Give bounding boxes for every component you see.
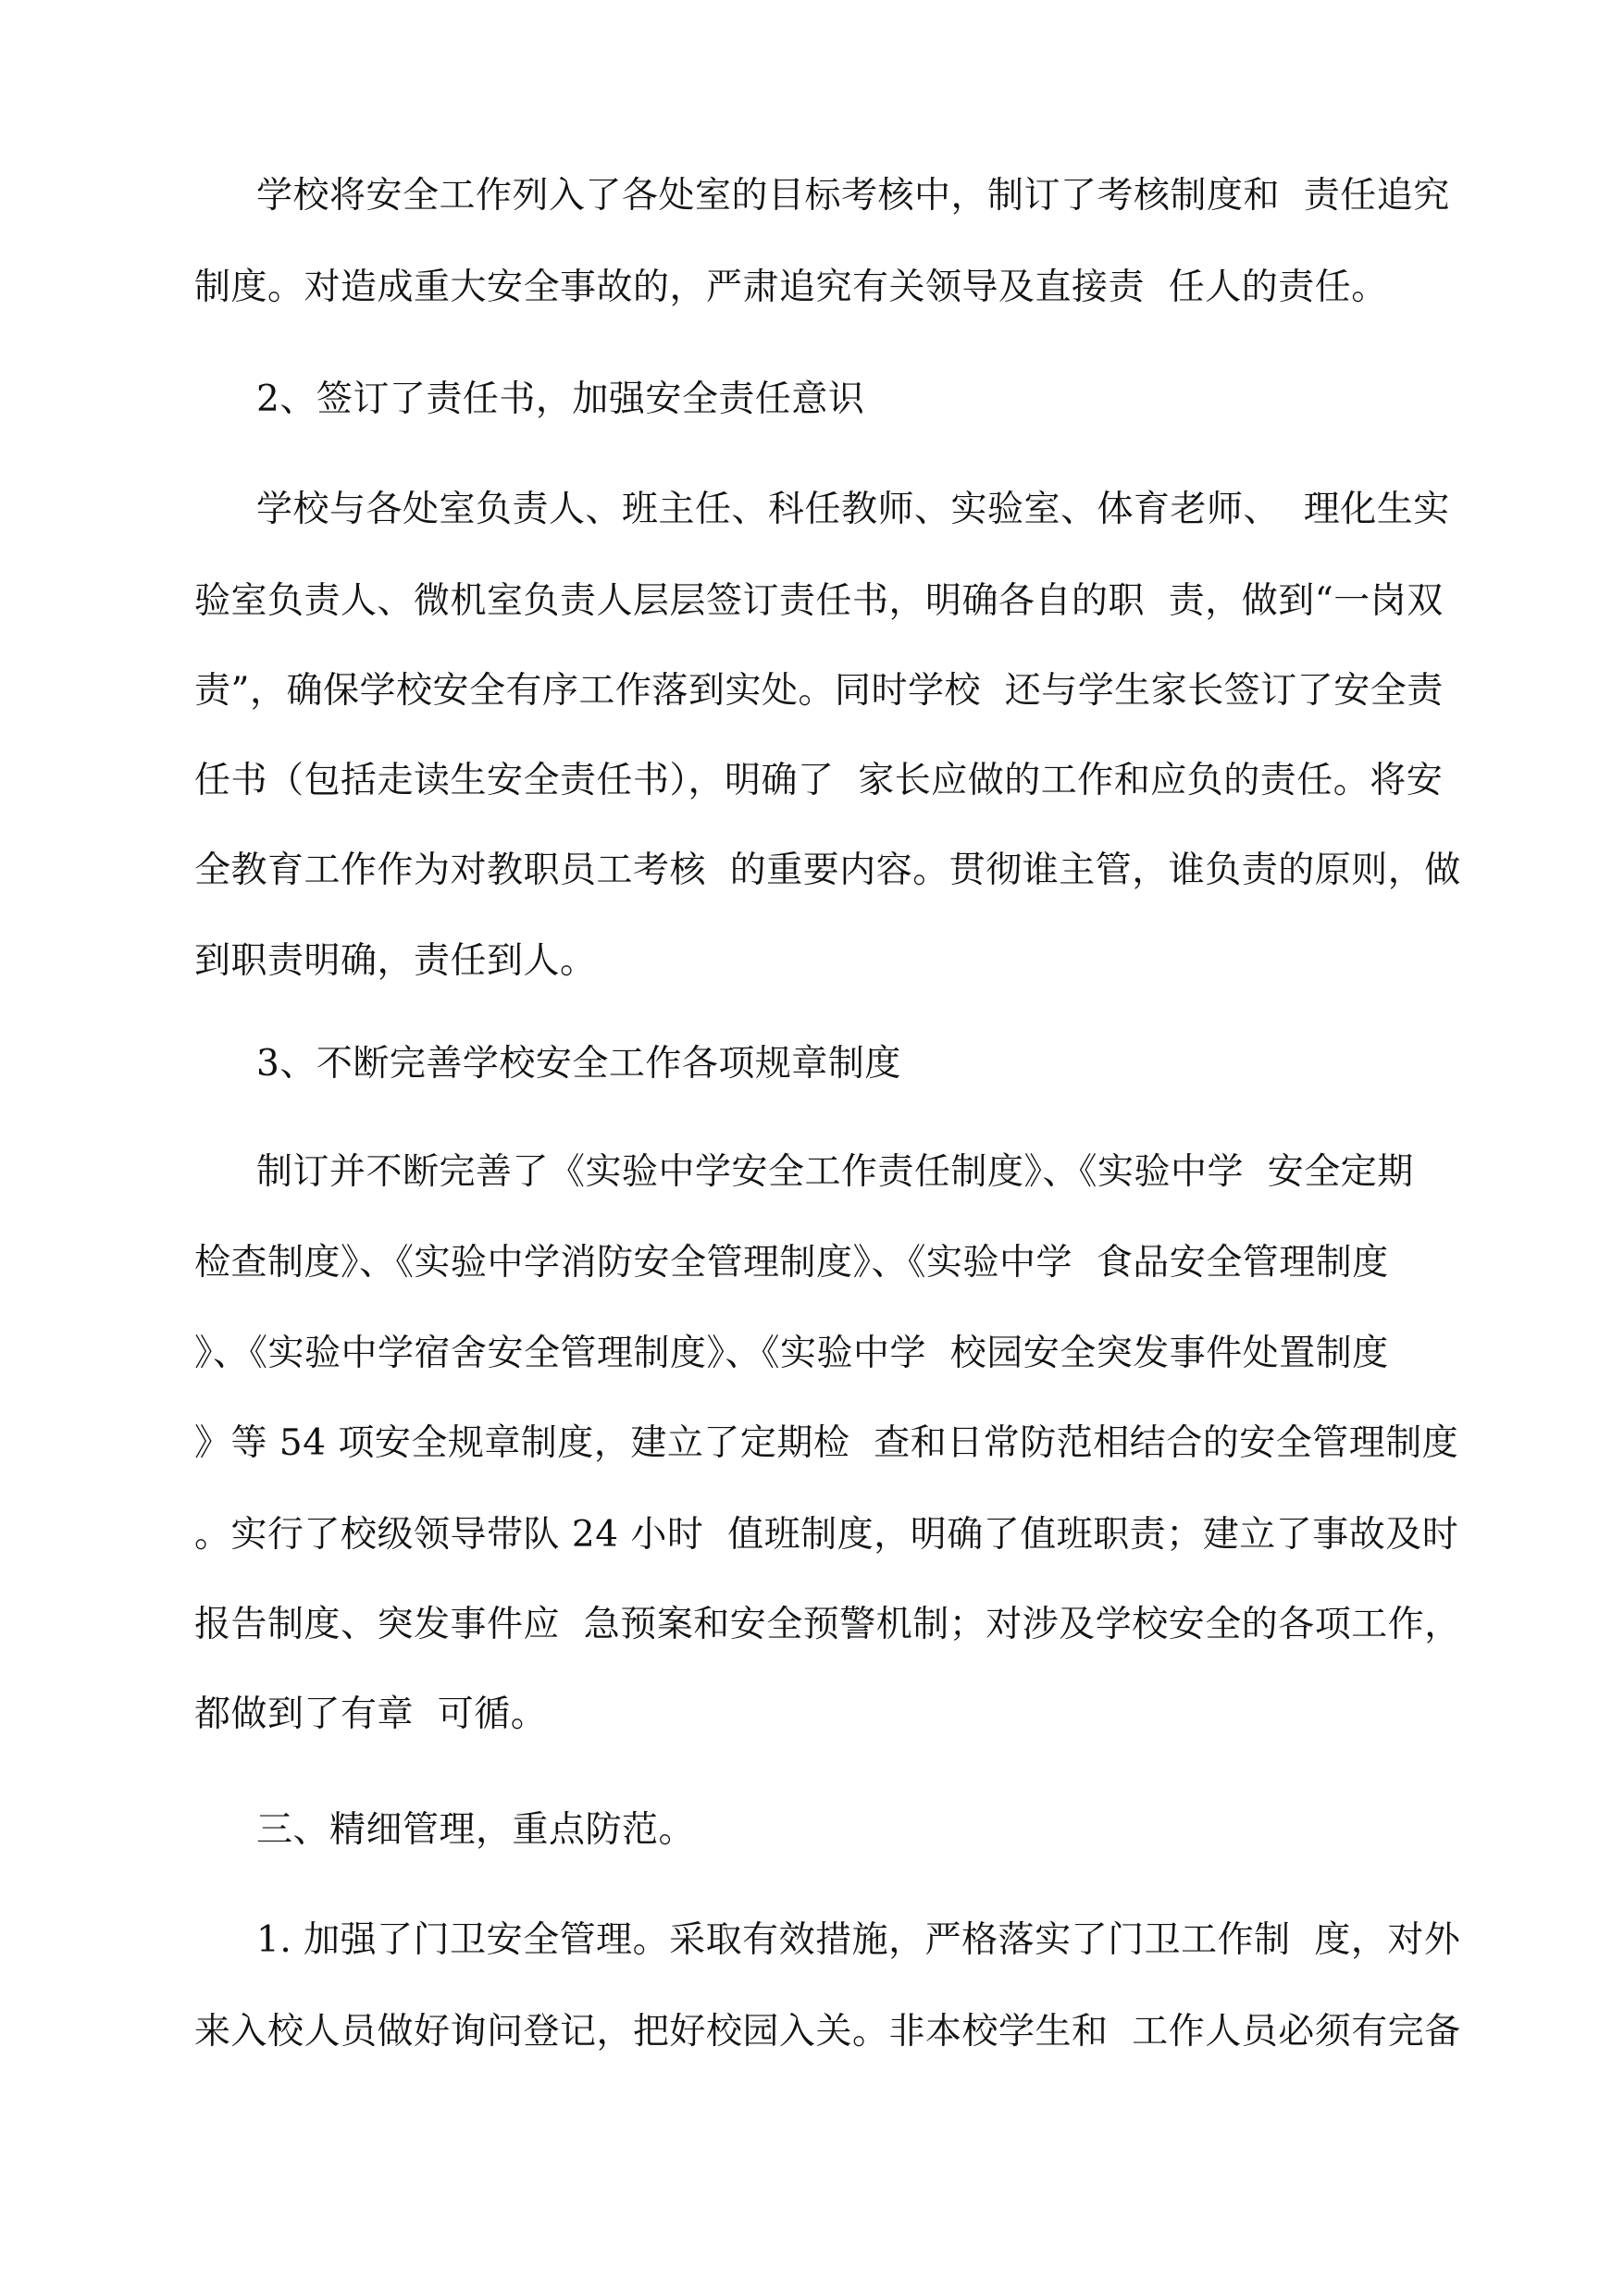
section-heading-3: 3、不断完善学校安全工作各项规章制度	[256, 1043, 901, 1085]
paragraph-3-line-6: 报告制度、突发事件应 急预案和安全预警机制；对涉及学校安全的各项工作，	[194, 1604, 1461, 1645]
paragraph-2-line-2: 验室负责人、微机室负责人层层签订责任书，明确各自的职 责，做到“一岗双	[194, 580, 1444, 622]
paragraph-2-line-6: 到职责明确，责任到人。	[194, 940, 597, 982]
paragraph-2-line-1: 学校与各处室负责人、班主任、科任教师、实验室、体育老师、 理化生实	[256, 489, 1450, 530]
paragraph-2-line-5: 全教育工作作为对教职员工考核 的重要内容。贯彻谁主管，谁负责的原则，做	[194, 850, 1461, 891]
paragraph-1-line-2: 制度。对造成重大安全事故的，严肃追究有关领导及直接责 任人的责任。	[194, 267, 1388, 308]
paragraph-3-line-2: 检查制度》、《实验中学消防安全管理制度》、《实验中学 食品安全管理制度	[194, 1242, 1389, 1284]
section-heading-4: 三、精细管理，重点防范。	[256, 1809, 696, 1851]
paragraph-3-line-3: 》、《实验中学宿舍安全管理制度》、《实验中学 校园安全突发事件处置制度	[194, 1333, 1389, 1374]
paragraph-3-line-1: 制订并不断完善了《实验中学安全工作责任制度》、《实验中学 安全定期	[256, 1151, 1414, 1193]
paragraph-2-line-3: 责”，确保学校安全有序工作落到实处。同时学校 还与学生家长签订了安全责	[194, 670, 1444, 712]
section-heading-2: 2、签订了责任书，加强安全责任意识	[256, 378, 865, 420]
paragraph-4-line-2: 来入校人员做好询问登记，把好校园入关。非本校学生和 工作人员必须有完备	[194, 2011, 1461, 2053]
paragraph-3-line-7: 都做到了有章 可循。	[194, 1693, 548, 1735]
paragraph-4-line-1: 1. 加强了门卫安全管理。采取有效措施，严格落实了门卫工作制 度，对外	[256, 1919, 1461, 1961]
paragraph-3-line-5: 。实行了校级领导带队 24 小时 值班制度，明确了值班职责；建立了事故及时	[194, 1514, 1459, 1556]
paragraph-3-line-4: 》等 54 项安全规章制度，建立了定期检 查和日常防范相结合的安全管理制度	[194, 1422, 1459, 1464]
paragraph-1-line-1: 学校将安全工作列入了各处室的目标考核中，制订了考核制度和 责任追究	[256, 175, 1450, 217]
paragraph-2-line-4: 任书（包括走读生安全责任书），明确了 家长应做的工作和应负的责任。将安	[194, 760, 1444, 801]
